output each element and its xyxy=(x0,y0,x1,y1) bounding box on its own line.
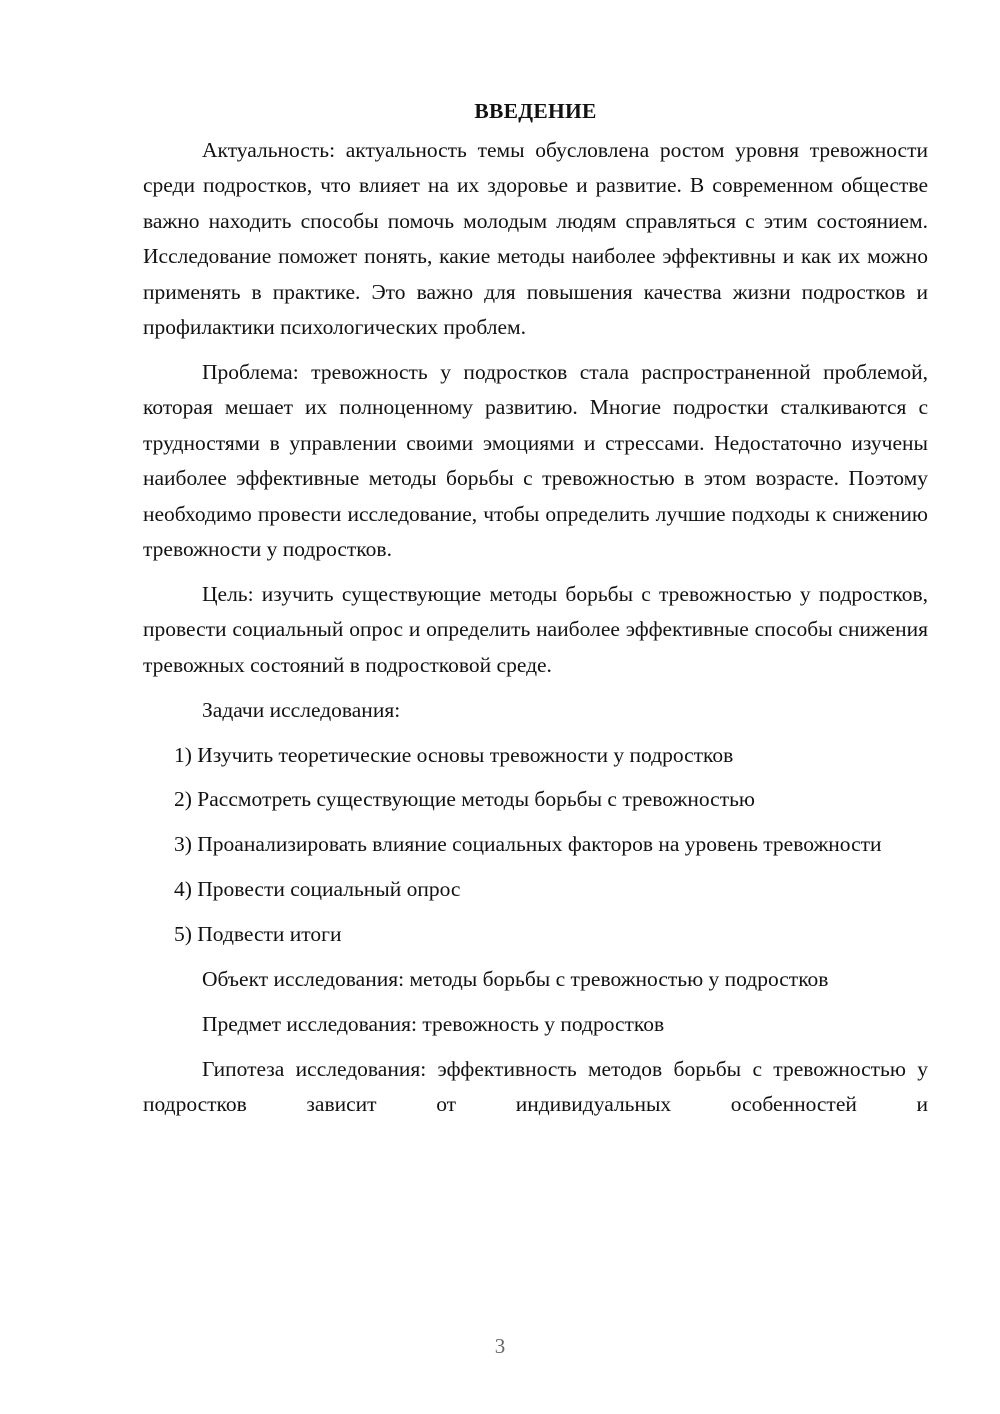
document-body xyxy=(143,96,928,1123)
task-item-5: 5) Подвести итоги xyxy=(174,922,342,947)
task-item-3: 3) Проанализировать влияние социальных факторов на уровень тревожности xyxy=(174,832,882,857)
paragraph-object: Объект исследования: методы борьбы с тревожностью у подростков xyxy=(202,967,829,992)
page-title: ВВЕДЕНИЕ xyxy=(474,99,597,123)
paragraph-problem: Проблема: тревожность у подростков стала распространенной проблемой, которая мешает их полноценному развитию. Многие подростки сталкиваются с трудностями в управлении своими эмоциями и стрессами. Недостаточно изучены наиболее эффективные методы борьбы с тревожностью в этом возрасте. Поэтому необходимо провести исследование, чтобы определить лучшие подходы к снижению тревожности у подростков. xyxy=(143,359,928,561)
task-item-4: 4) Провести социальный опрос xyxy=(174,877,461,902)
tasks-heading: Задачи исследования: xyxy=(202,697,401,722)
paragraph-goal: Цель: изучить существующие методы борьбы с тревожностью у подростков, провести социальный опрос и определить наиболее эффективные способы снижения тревожных состояний в подростковой среде. xyxy=(143,581,928,677)
paragraph-relevance: Актуальность: актуальность темы обусловлена ростом уровня тревожности среди подростков, что влияет на их здоровье и развитие. В современном обществе важно находить способы помочь молодым людям справляться с этим состоянием. Исследование поможет понять, какие методы наиболее эффективны и как их можно применять в практике. Это важно для повышения качества жизни подростков и профилактики психологических проблем. xyxy=(143,138,928,340)
paragraph-subject: Предмет исследования: тревожность у подростков xyxy=(202,1011,665,1036)
page-number: 3 xyxy=(494,1334,506,1358)
task-item-1: 1) Изучить теоретические основы тревожности у подростков xyxy=(174,742,734,767)
task-item-2: 2) Рассмотреть существующие методы борьбы с тревожностью xyxy=(174,787,755,812)
paragraph-hypothesis: Гипотеза исследования: эффективность методов борьбы с тревожностью у подростков зависит от индивидуальных особенностей и xyxy=(143,1056,928,1117)
